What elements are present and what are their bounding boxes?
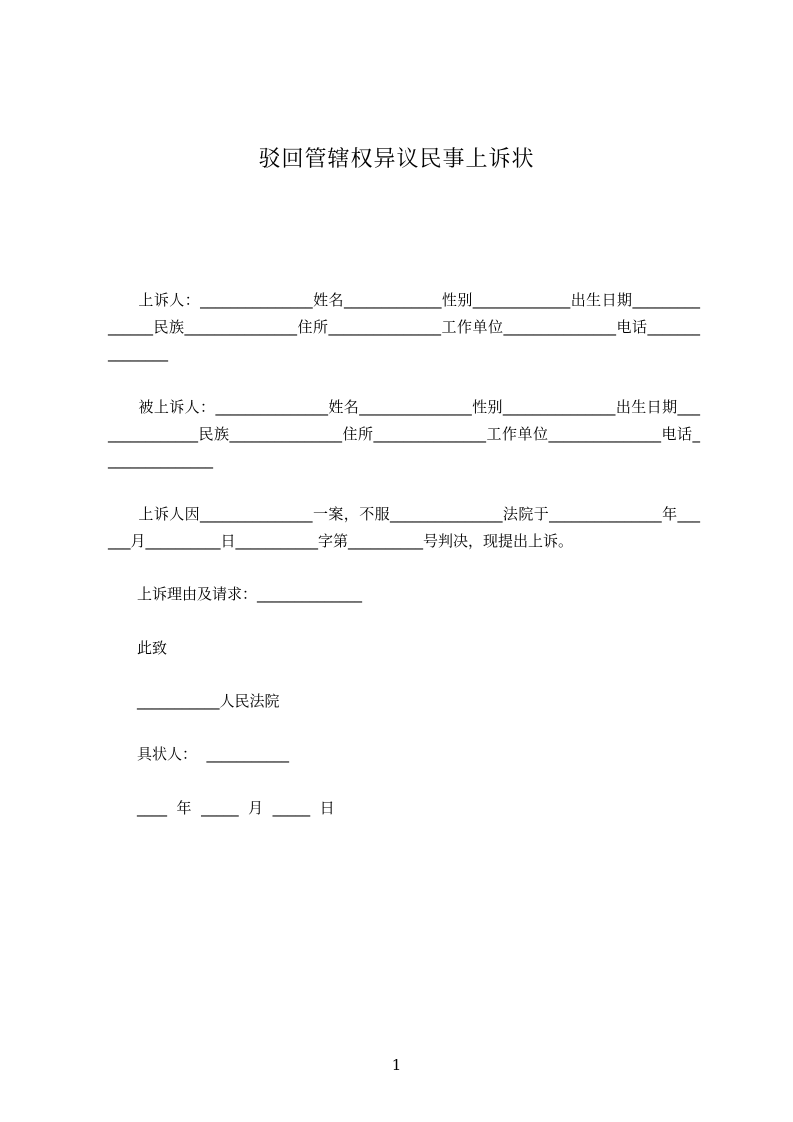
page-number: 1 bbox=[391, 1056, 402, 1074]
appellee-info-paragraph bbox=[108, 394, 700, 474]
appeal-reason-text: 上诉人因_______________一案，不服_______________法院于_______________年______月__________日___________字第__________号判决，现提出上诉。 bbox=[108, 505, 700, 550]
appeal-grounds-line: 上诉理由及请求：______________ bbox=[137, 585, 363, 603]
appellant-info-text: 上诉人：_______________姓名_____________性别_____________出生日期_______________民族_______________住所_______________工作单位_______________电话_______________ bbox=[108, 291, 700, 362]
appellant-info-paragraph bbox=[108, 287, 700, 367]
court-line: ___________人民法院 bbox=[137, 692, 280, 710]
date-line: ____ 年 _____ 月 _____ 日 bbox=[137, 799, 335, 817]
appellee-info-text: 被上诉人：_______________姓名_______________性别_______________出生日期_______________民族_______________住所_______________工作单位_______________电话_______________ bbox=[108, 398, 700, 469]
salutation-line: 此致 bbox=[137, 639, 168, 657]
document-title: 驳回管辖权异议民事上诉状 bbox=[258, 147, 535, 172]
signer-line: 具状人： ___________ bbox=[137, 745, 290, 763]
appeal-reason-paragraph bbox=[108, 501, 700, 554]
